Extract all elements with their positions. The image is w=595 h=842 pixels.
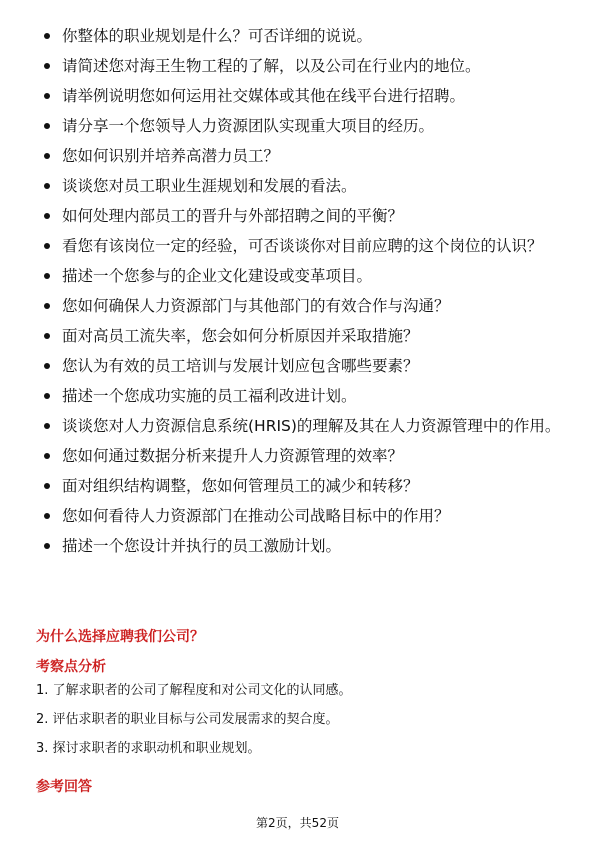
question-text: 描述一个您参与的企业文化建设或变革项目。 <box>62 267 373 285</box>
question-text: 看您有该岗位一定的经验，可否谈谈你对目前应聘的这个岗位的认识？ <box>62 237 543 255</box>
bullet-icon <box>44 333 50 339</box>
question-list <box>34 25 564 565</box>
question-text: 谈谈您对人力资源信息系统(HRIS)的理解及其在人力资源管理中的作用。 <box>62 417 561 435</box>
question-item <box>34 205 564 227</box>
bullet-icon <box>44 543 50 549</box>
question-text: 描述一个您设计并执行的员工激励计划。 <box>62 537 342 555</box>
question-item <box>34 385 564 407</box>
section-heading: 为什么选择应聘我们公司？ <box>36 629 204 645</box>
question-item <box>34 415 564 437</box>
bullet-icon <box>44 423 50 429</box>
bullet-icon <box>44 123 50 129</box>
question-text: 面对组织结构调整，您如何管理员工的减少和转移？ <box>62 477 419 495</box>
bullet-icon <box>44 93 50 99</box>
bullet-icon <box>44 393 50 399</box>
question-text: 如何处理内部员工的晋升与外部招聘之间的平衡？ <box>62 207 404 225</box>
question-item <box>34 175 564 197</box>
question-text: 您认为有效的员工培训与发展计划应包含哪些要素？ <box>62 357 419 375</box>
analysis-item: 3. 探讨求职者的求职动机和职业规划。 <box>36 741 261 756</box>
reference-heading: 参考回答 <box>36 779 92 795</box>
question-item <box>34 535 564 557</box>
question-text: 你整体的职业规划是什么？可否详细的说说。 <box>62 27 373 45</box>
question-text: 您如何看待人力资源部门在推动公司战略目标中的作用？ <box>62 507 450 525</box>
analysis-item: 2. 评估求职者的职业目标与公司发展需求的契合度。 <box>36 712 339 727</box>
analysis-heading: 考察点分析 <box>36 659 106 675</box>
question-text: 您如何确保人力资源部门与其他部门的有效合作与沟通？ <box>62 297 450 315</box>
bullet-icon <box>44 273 50 279</box>
bullet-icon <box>44 153 50 159</box>
bullet-icon <box>44 483 50 489</box>
question-item <box>34 85 564 107</box>
question-item <box>34 295 564 317</box>
question-text: 面对高员工流失率，您会如何分析原因并采取措施？ <box>62 327 419 345</box>
bullet-icon <box>44 63 50 69</box>
question-item <box>34 505 564 527</box>
page-footer: 第2页，共52页 <box>256 816 339 830</box>
analysis-item: 1. 了解求职者的公司了解程度和对公司文化的认同感。 <box>36 683 352 698</box>
bullet-icon <box>44 243 50 249</box>
bullet-icon <box>44 513 50 519</box>
question-item <box>34 445 564 467</box>
bullet-icon <box>44 363 50 369</box>
question-text: 请简述您对海王生物工程的了解，以及公司在行业内的地位。 <box>62 57 481 75</box>
question-text: 您如何识别并培养高潜力员工？ <box>62 147 280 165</box>
question-text: 请举例说明您如何运用社交媒体或其他在线平台进行招聘。 <box>62 87 466 105</box>
question-item <box>34 25 564 47</box>
question-item <box>34 145 564 167</box>
question-item <box>34 55 564 77</box>
question-item <box>34 475 564 497</box>
bullet-icon <box>44 183 50 189</box>
question-item <box>34 325 564 347</box>
question-item <box>34 265 564 287</box>
question-text: 请分享一个您领导人力资源团队实现重大项目的经历。 <box>62 117 435 135</box>
question-item <box>34 355 564 377</box>
question-text: 您如何通过数据分析来提升人力资源管理的效率？ <box>62 447 404 465</box>
analysis-list <box>36 682 566 769</box>
question-text: 谈谈您对员工职业生涯规划和发展的看法。 <box>62 177 357 195</box>
bullet-icon <box>44 33 50 39</box>
bullet-icon <box>44 213 50 219</box>
bullet-icon <box>44 453 50 459</box>
question-item <box>34 235 564 257</box>
question-text: 描述一个您成功实施的员工福利改进计划。 <box>62 387 357 405</box>
question-item <box>34 115 564 137</box>
bullet-icon <box>44 303 50 309</box>
